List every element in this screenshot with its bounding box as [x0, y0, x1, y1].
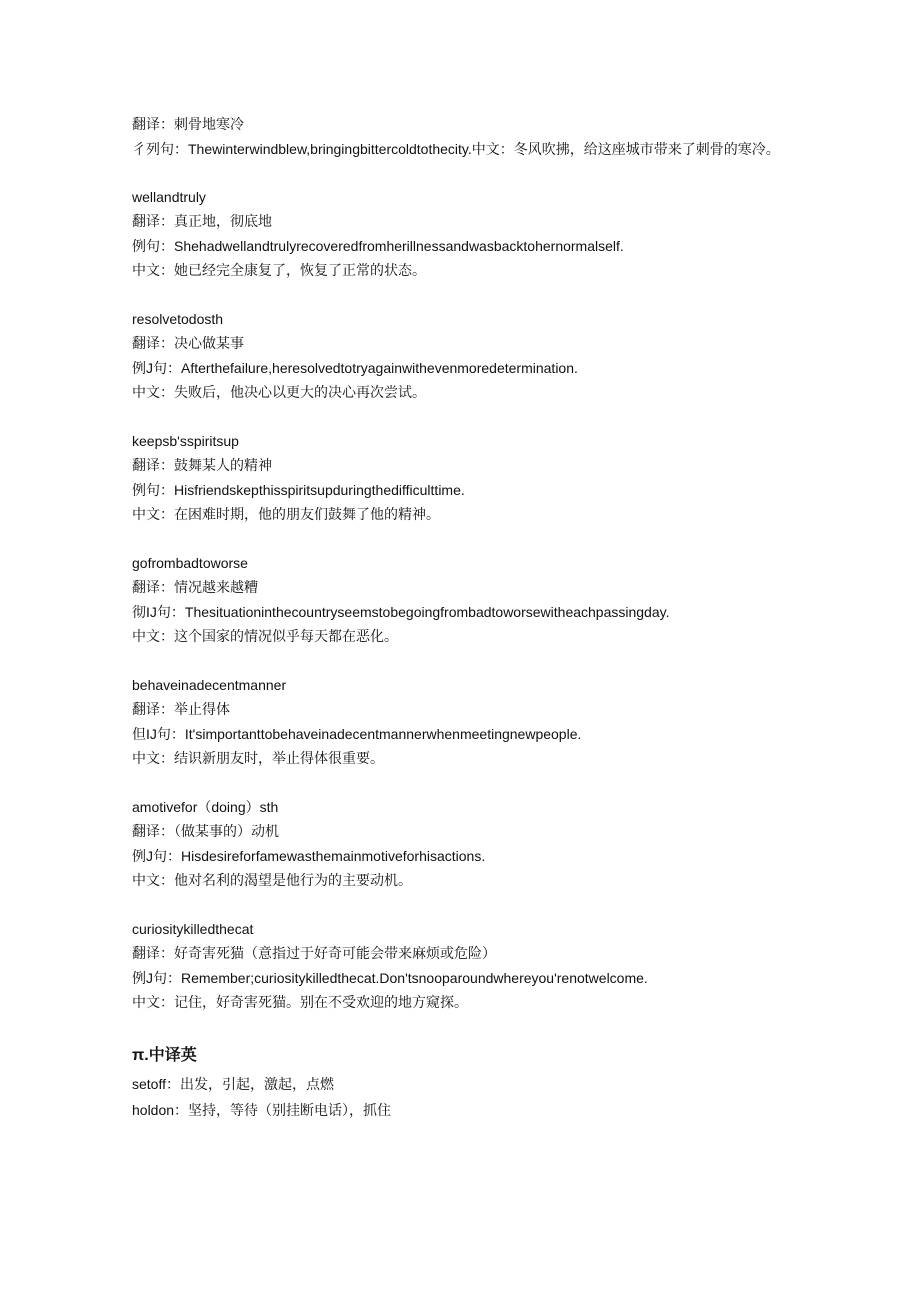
phrase-term: wellandtruly [132, 188, 206, 205]
vocab-item: setoff：出发，引起，激起，点燃 [132, 1075, 334, 1092]
vocab-item: holdon：坚持，等待（别挂断电话），抓住 [132, 1101, 392, 1118]
phrase-entry [132, 307, 782, 405]
example-line: 例句：Shehadwellandtrulyrecoveredfromherillnessandwasbacktohernormalself. [132, 237, 624, 254]
chinese-line: 中文：结识新朋友时，举止得体很重要。 [132, 750, 384, 766]
phrase-entry [132, 551, 782, 649]
chinese-line: 中文：失败后，他决心以更大的决心再次尝试。 [132, 384, 426, 400]
chinese-line: 中文：在困难时期，他的朋友们鼓舞了他的精神。 [132, 506, 440, 522]
phrase-entry [132, 429, 782, 527]
phrase-term: keepsb'sspiritsup [132, 432, 239, 449]
example-line: 但IJ句：It'simportanttobehaveinadecentmannerwhenmeetingnewpeople. [132, 725, 582, 742]
example-line: 例J句：Afterthefailure,heresolvedtotryagainwithevenmoredetermination. [132, 359, 578, 376]
phrase-entry [132, 185, 782, 283]
example-line: 例J句：Hisdesireforfamewasthemainmotiveforhisactions. [132, 847, 486, 864]
document-page [132, 112, 782, 1123]
translation-line: 翻译：情况越来越糟 [132, 579, 258, 595]
chinese-line: 中文：他对名利的渴望是他行为的主要动机。 [132, 872, 412, 888]
phrase-entry [132, 112, 782, 161]
example-line: 例句：Hisfriendskepthisspiritsupduringthedifficulttime. [132, 481, 465, 498]
translation-line: 翻译：（做某事的）动机 [132, 823, 279, 839]
translation-line: 翻译：举止得体 [132, 701, 230, 717]
translation-line: 翻译：决心做某事 [132, 335, 244, 351]
translation-line: 翻译：刺骨地寒冷 [132, 116, 244, 132]
example-line: 彳列句：Thewinterwindblew,bringingbittercoldtothecity.中文：冬风吹拂，给这座城市带来了刺骨的寒冷。 [132, 140, 780, 157]
chinese-line: 中文：她已经完全康复了，恢复了正常的状态。 [132, 262, 426, 278]
phrase-term: gofrombadtoworse [132, 554, 248, 571]
translation-line: 翻译：鼓舞某人的精神 [132, 457, 272, 473]
translation-line: 翻译：真正地，彻底地 [132, 213, 272, 229]
chinese-line: 中文：这个国家的情况似乎每天都在恶化。 [132, 628, 398, 644]
example-line: 彻IJ句：Thesituationinthecountryseemstobegoingfrombadtoworsewitheachpassingday. [132, 603, 670, 620]
translation-line: 翻译：好奇害死猫（意指过于好奇可能会带来麻烦或危险） [132, 945, 496, 961]
phrase-term: behaveinadecentmanner [132, 676, 287, 693]
phrase-entry [132, 917, 782, 1015]
phrase-entry [132, 795, 782, 893]
section-heading: π.中译英 [132, 1046, 197, 1064]
phrase-term: curiositykilledthecat [132, 920, 254, 937]
phrase-entry [132, 673, 782, 771]
phrase-term: resolvetodosth [132, 310, 224, 327]
phrase-term: amotivefor（doing）sth [132, 798, 279, 815]
chinese-line: 中文：记住，好奇害死猫。别在不受欢迎的地方窥探。 [132, 994, 468, 1010]
example-line: 例J句：Remember;curiositykilledthecat.Don'tsnooparoundwhereyou'renotwelcome. [132, 969, 648, 986]
